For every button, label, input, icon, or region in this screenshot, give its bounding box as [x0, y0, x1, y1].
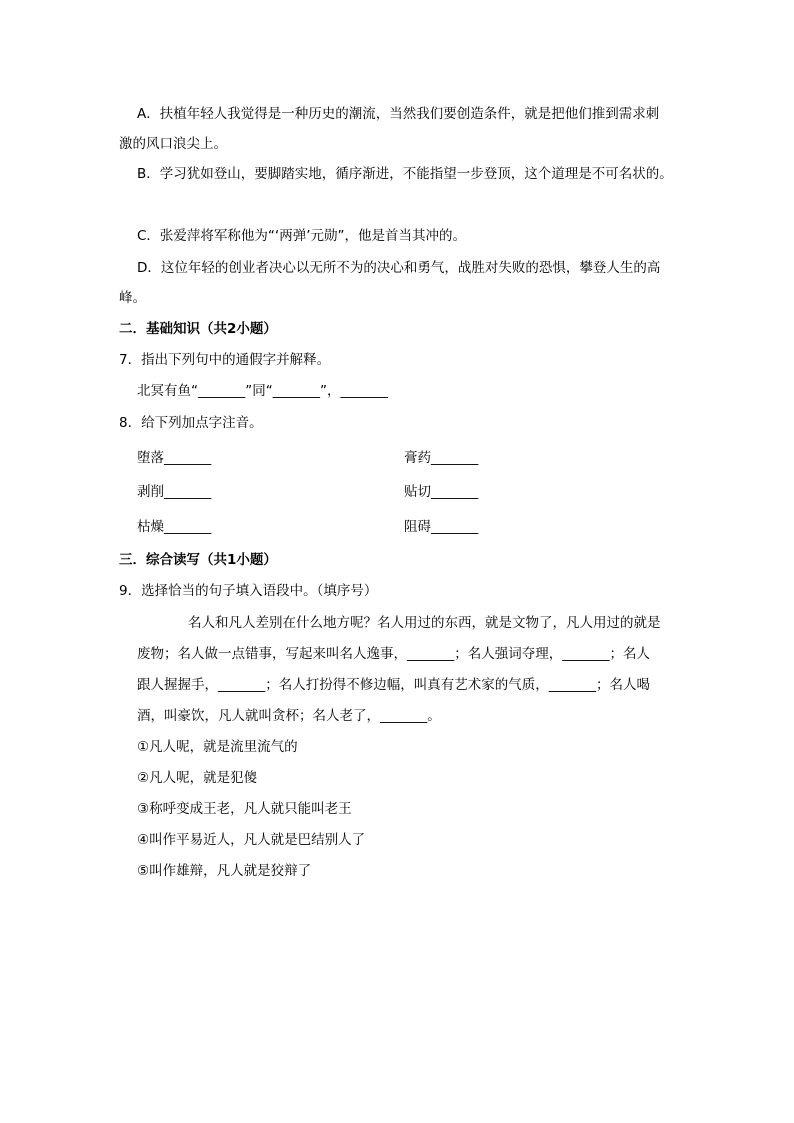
choice-item: ③称呼变成王老，凡人就只能叫老王 — [137, 801, 352, 817]
q8-stem: 8．给下列加点字注音。 — [119, 415, 263, 431]
q8-item: 贴切_______ — [404, 484, 479, 500]
section-3-heading: 三．综合读写（共1小题） — [119, 552, 277, 568]
option-d-line-2: 峰。 — [119, 290, 146, 306]
option-a-line-2: 激的风口浪尖上。 — [119, 136, 227, 152]
option-b: B．学习犹如登山，要脚踏实地，循序渐进，不能指望一步登顶，这个道理是不可名状的。 — [137, 166, 673, 182]
q8-item: 枯燥_______ — [137, 519, 212, 535]
section-2-heading: 二．基础知识（共2小题） — [119, 321, 277, 337]
q8-item: 阻碍_______ — [404, 519, 479, 535]
q7-blank-line: 北冥有鱼“_______”同“_______”，_______ — [137, 383, 388, 399]
q8-item: 剥削_______ — [137, 484, 212, 500]
q8-item: 膏药_______ — [404, 450, 479, 466]
q9-stem: 9．选择恰当的句子填入语段中。（填序号） — [119, 583, 378, 599]
choice-item: ⑤叫作雄辩，凡人就是狡辩了 — [137, 863, 312, 879]
passage-line: 酒，叫豪饮，凡人就叫贪杯；名人老了，_______。 — [137, 708, 441, 724]
choice-item: ④叫作平易近人，凡人就是巴结别人了 — [137, 832, 366, 848]
passage-line: 跟人握握手，_______；名人打扮得不修边幅，叫真有艺术家的气质，_______；名人喝 — [137, 677, 650, 693]
option-d-line-1: D．这位年轻的创业者决心以无所不为的决心和勇气，战胜对失败的恐惧，攀登人生的高 — [137, 260, 661, 276]
passage-line: 名人和凡人差别在什么地方呢？名人用过的东西，就是文物了，凡人用过的就是 — [188, 615, 661, 631]
option-c: C．张爱萍将军称他为“‘两弹’元勋”，他是首当其冲的。 — [137, 228, 466, 244]
choice-item: ①凡人呢，就是流里流气的 — [137, 739, 298, 755]
option-a-line-1: A．扶植年轻人我觉得是一种历史的潮流，当然我们要创造条件，就是把他们推到需求刺 — [137, 106, 660, 122]
passage-line: 废物；名人做一点错事，写起来叫名人逸事，_______；名人强词夺理，_______；名人 — [137, 646, 650, 662]
choice-item: ②凡人呢，就是犯傻 — [137, 770, 258, 786]
q7-stem: 7．指出下列句中的通假字并解释。 — [119, 352, 331, 368]
q8-item: 堕落_______ — [137, 450, 212, 466]
